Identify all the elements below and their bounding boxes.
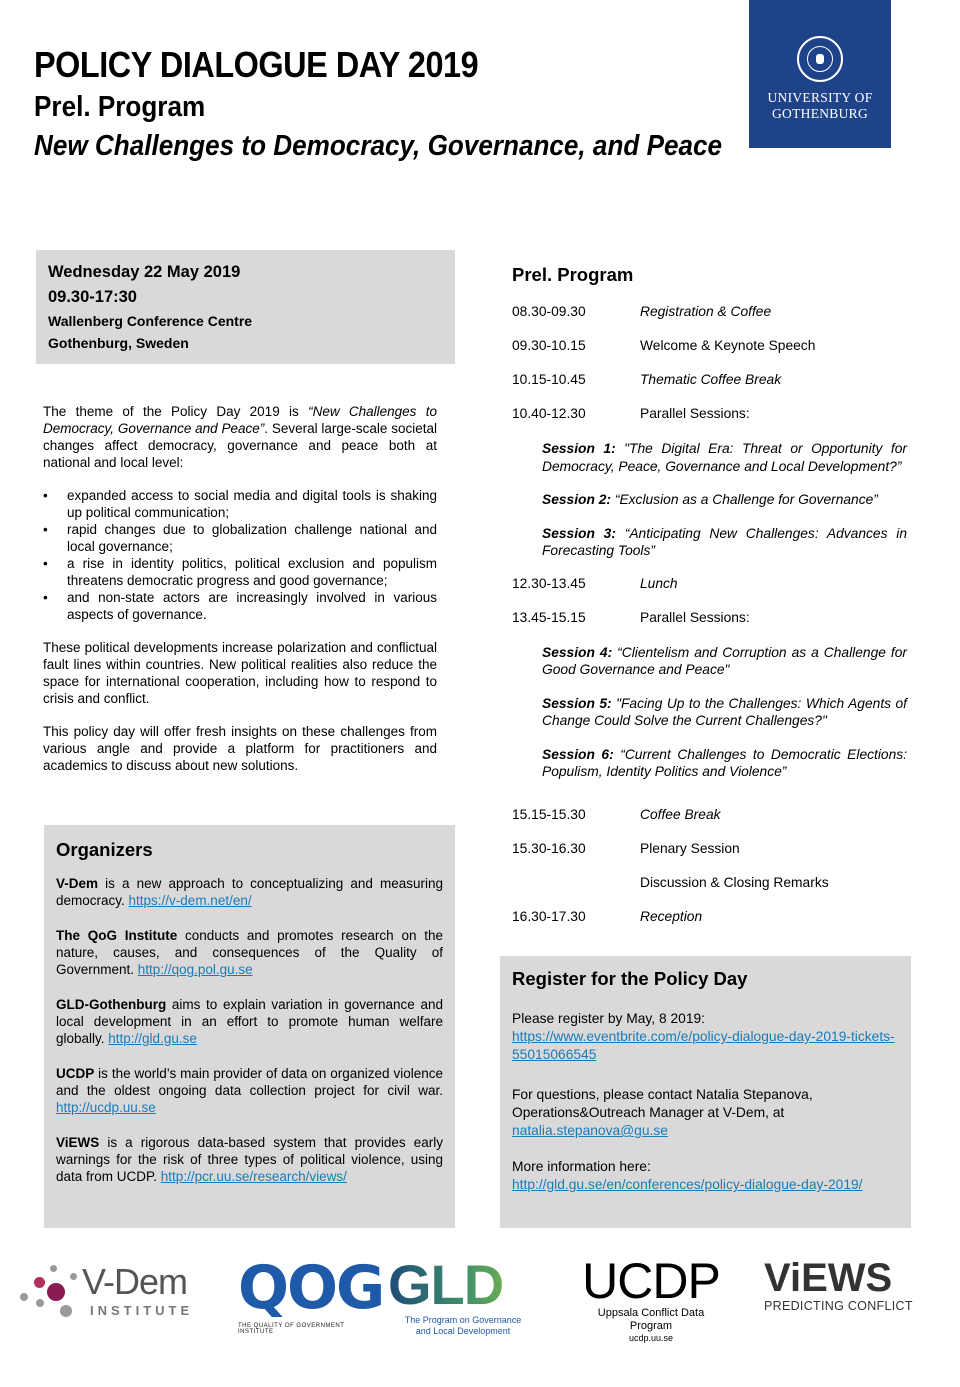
list-item: • a rise in identity politics, political exclusion and populism threatens democratic progress and good governance; <box>43 556 437 588</box>
event-city: Gothenburg, Sweden <box>48 335 189 351</box>
session-2: Session 2: “Exclusion as a Challenge for Governance” <box>542 492 878 507</box>
ucdp-logo: UCDP Uppsala Conflict Data Program ucdp.uu.se <box>582 1253 720 1343</box>
intro-text <box>43 403 437 790</box>
page-title: POLICY DIALOGUE DAY 2019 <box>34 44 479 85</box>
program-section <box>512 264 907 943</box>
register-paragraph: Please register by May, 8 2019: https://www.eventbrite.com/e/policy-dialogue-day-2019-tickets-55015066545 <box>512 1011 895 1062</box>
organizer-ucdp: UCDP is the world’s main provider of data on organized violence and the oldest ongoing data collection project for civil war. http://ucdp.uu.se <box>56 1066 443 1115</box>
program-heading: Prel. Program <box>512 264 634 285</box>
university-seal-icon <box>797 36 843 82</box>
organizer-qog: The QoG Institute conducts and promotes research on the nature, causes, and consequences of the Quality of Government. http://qog.pol.gu.se <box>56 928 443 977</box>
list-item: • and non-state actors are increasingly involved in various aspects of governance. <box>43 590 437 622</box>
program-slot: 08.30-09.30 Registration & Coffee <box>512 304 772 319</box>
organizers-box <box>44 825 455 1228</box>
vdem-link[interactable]: https://v-dem.net/en/ <box>128 893 252 908</box>
vdem-logo: V-Dem INSTITUTE <box>20 1255 205 1320</box>
gld-logo: GLD The Program on Governance and Local Development <box>388 1257 538 1337</box>
university-name: UNIVERSITY OF GOTHENBURG <box>767 90 873 121</box>
more-info-link[interactable]: http://gld.gu.se/en/conferences/policy-dialogue-day-2019/ <box>512 1177 863 1192</box>
program-slot: 13.45-15.15 Parallel Sessions: <box>512 609 750 625</box>
list-item: • expanded access to social media and digital tools is shaking up political communication; <box>43 488 437 520</box>
ucdp-link[interactable]: http://ucdp.uu.se <box>56 1100 156 1115</box>
page-subtitle: Prel. Program <box>34 91 206 123</box>
views-link[interactable]: http://pcr.uu.se/research/views/ <box>160 1169 347 1184</box>
register-heading: Register for the Policy Day <box>512 968 748 989</box>
intro-paragraph-2: These political developments increase polarization and conflictual fault lines within countries. New political realities also reduce the space for international cooperation, including how to respond to crisis and conflict. <box>43 640 437 706</box>
contact-paragraph: For questions, please contact Natalia Stepanova, Operations&Outreach Manager at V-Dem, at natalia.stepanova@gu.se <box>512 1087 813 1138</box>
program-slot: Discussion & Closing Remarks <box>640 874 829 890</box>
organizer-vdem: V-Dem is a new approach to conceptualizing and measuring democracy. https://v-dem.net/en/ <box>56 876 443 908</box>
session-1: Session 1: "The Digital Era: Threat or Opportunity for Democracy, Peace, Governance and Local Development?” <box>542 441 907 474</box>
program-slot: 10.15-10.45 Thematic Coffee Break <box>512 372 782 387</box>
event-venue: Wallenberg Conference Centre <box>48 313 253 329</box>
partner-logos <box>0 1245 960 1345</box>
program-slot: 16.30-17.30 Reception <box>512 908 703 924</box>
session-6: Session 6: “Current Challenges to Democratic Elections: Populism, Identity Politics and Violence” <box>542 746 908 779</box>
intro-paragraph-1: The theme of the Policy Day 2019 is “New Challenges to Democracy, Governance and Peace”. Several large-scale societal changes affect democracy, governance and peace both at national and local level: <box>43 404 437 470</box>
contact-email-link[interactable]: natalia.stepanova@gu.se <box>512 1123 668 1138</box>
views-logo: ViEWS PREDICTING CONFLICT <box>764 1256 913 1313</box>
event-time: 09.30-17:30 <box>48 288 137 306</box>
page-theme: New Challenges to Democracy, Governance, and Peace <box>34 130 723 162</box>
program-slot: 15.15-15.30 Coffee Break <box>512 806 721 822</box>
session-5: Session 5: "Facing Up to the Challenges: Which Agents of Change Could Solve the Current Challenges?" <box>542 695 907 728</box>
program-slot: 09.30-10.15 Welcome & Keynote Speech <box>512 338 816 353</box>
organizer-views: ViEWS is a rigorous data-based system that provides early warnings for the risk of three types of political violence, using data from UCDP. http://pcr.uu.se/research/views/ <box>56 1135 443 1184</box>
eventbrite-link[interactable]: https://www.eventbrite.com/e/policy-dialogue-day-2019-tickets-55015066545 <box>512 1029 895 1062</box>
session-4: Session 4: “Clientelism and Corruption as a Challenge for Good Governance and Peace" <box>542 644 908 677</box>
program-slot: 12.30-13.45 Lunch <box>512 575 678 591</box>
session-3: Session 3: “Anticipating New Challenges: Advances in Forecasting Tools” <box>542 525 907 558</box>
list-item: • rapid changes due to globalization challenge national and local governance; <box>43 522 437 554</box>
intro-paragraph-3: This policy day will offer fresh insights on these challenges from various angle and provide a platform for practitioners and academics to discuss about new solutions. <box>43 724 437 773</box>
register-box <box>500 956 911 1228</box>
event-info-box <box>36 250 455 364</box>
gld-link[interactable]: http://gld.gu.se <box>108 1031 197 1046</box>
program-slot: 10.40-12.30 Parallel Sessions: <box>512 406 750 421</box>
program-slot: 15.30-16.30 Plenary Session <box>512 840 740 856</box>
more-info-paragraph: More information here: http://gld.gu.se/en/conferences/policy-dialogue-day-2019/ <box>512 1159 863 1192</box>
event-date: Wednesday 22 May 2019 <box>48 263 241 281</box>
organizer-gld: GLD-Gothenburg aims to explain variation in governance and local development in an effort to promote human welfare globally. http://gld.gu.se <box>56 997 443 1046</box>
qog-link[interactable]: http://qog.pol.gu.se <box>137 962 253 977</box>
organizers-heading: Organizers <box>56 839 153 860</box>
qog-logo: QOG THE QUALITY OF GOVERNMENT INSTITUTE <box>238 1253 384 1335</box>
university-logo <box>749 0 891 148</box>
intro-bullets <box>43 487 437 623</box>
